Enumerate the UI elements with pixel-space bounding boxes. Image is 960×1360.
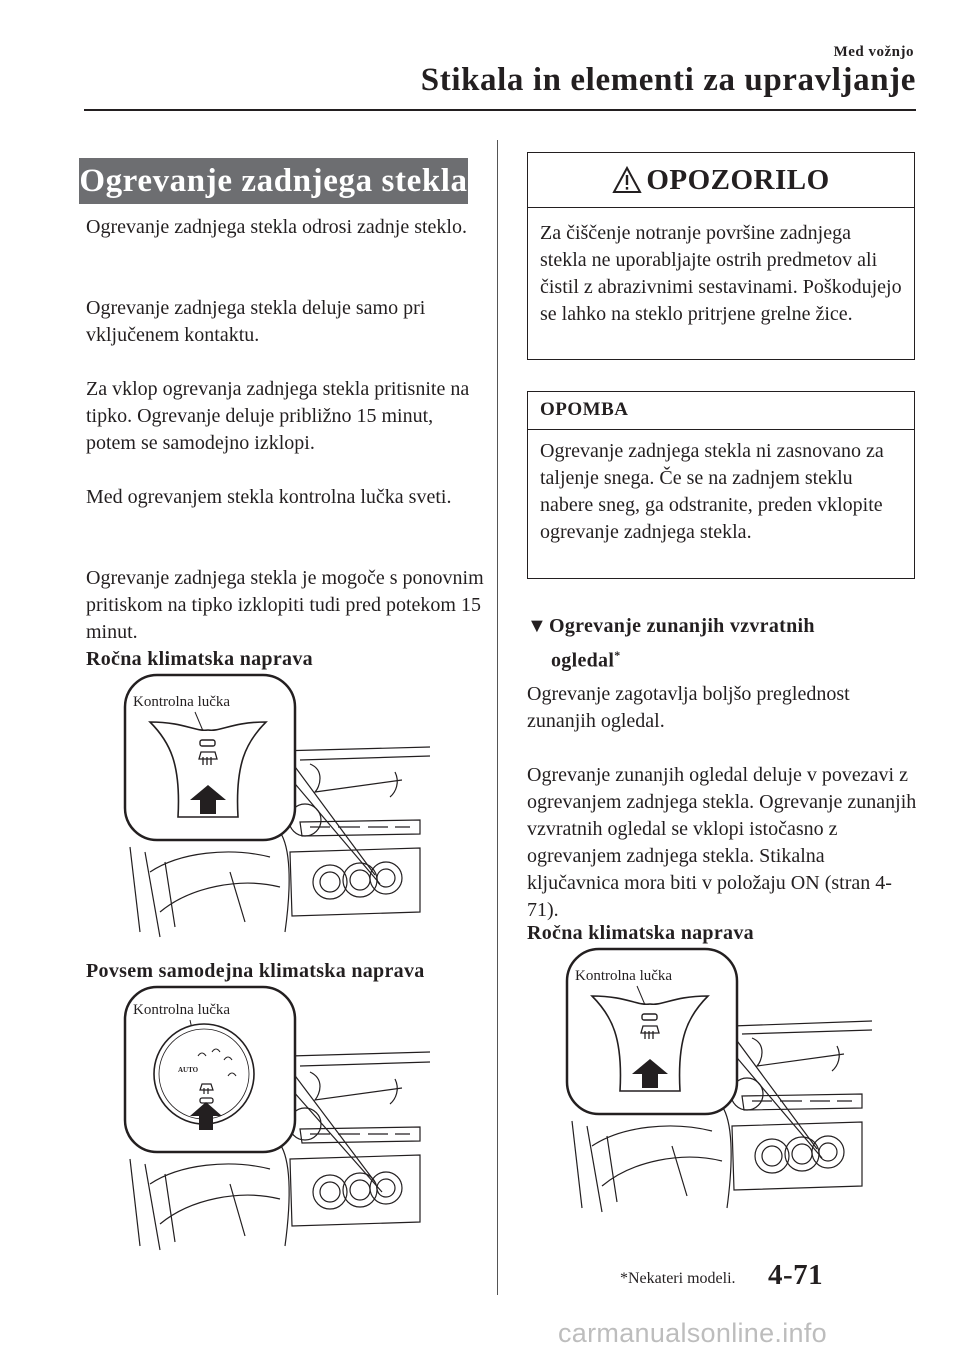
paragraph-ignition: Ogrevanje zadnjega stekla deluje samo pri vključenem kontaktu. xyxy=(86,297,426,346)
warning-text: Za čiščenje notranje površine zadnjega stekla ne uporabljajte ostrih predmetov ali čistil z abrazivnimi sestavinami. Poškodujejo se lahko na steklo pritrjene grelne žice. xyxy=(540,222,902,325)
warning-box xyxy=(527,152,915,360)
figure2-caption: Povsem samodejna klimatska naprava xyxy=(86,960,425,982)
footnote: *Nekateri modeli. xyxy=(620,1270,736,1287)
note-title: OPOMBA xyxy=(528,392,914,430)
indicator-lamp xyxy=(642,1014,657,1020)
chapter-title: Stikala in elementi za upravljanje xyxy=(420,62,916,98)
figure-manual-climate xyxy=(120,672,440,947)
figure3-caption: Ročna klimatska naprava xyxy=(527,922,754,944)
paragraph-indicator: Med ogrevanjem stekla kontrolna lučka sveti. xyxy=(86,486,452,508)
paragraph-intro: Ogrevanje zadnjega stekla odrosi zadnje steklo. xyxy=(86,216,467,238)
leader-line xyxy=(290,760,375,875)
note-text: Ogrevanje zadnjega stekla ni zasnovano za taljenje snega. Če se na zadnjem steklu nabere sneg, ga odstranite, preden vklopite ogrevanje zadnjega stekla. xyxy=(540,440,884,543)
indicator-callout-label: Kontrolna lučka xyxy=(575,968,673,984)
watermark: carmanualsonline.info xyxy=(558,1318,827,1348)
indicator-callout-label: Kontrolna lučka xyxy=(133,694,231,710)
paragraph-switch-off: Ogrevanje zadnjega stekla je mogoče s ponovnim pritiskom na tipko izklopiti tudi pred potekom 15 minut. xyxy=(86,567,484,643)
auto-label: AUTO xyxy=(178,1066,199,1074)
leader-line xyxy=(290,1069,375,1182)
indicator-lamp xyxy=(200,1098,213,1103)
indicator-lamp xyxy=(200,740,215,746)
page-number: 4-71 xyxy=(768,1259,824,1291)
warning-header xyxy=(528,153,914,208)
paragraph-operation: Za vklop ogrevanja zadnjega stekla pritisnite na tipko. Ogrevanje deluje približno 15 minut, potem se samodejno izklopi. xyxy=(86,378,470,454)
leader-line xyxy=(727,1046,822,1158)
note-box xyxy=(527,391,915,579)
section-title: Ogrevanje zadnjega stekla xyxy=(79,158,468,204)
warning-triangle-icon xyxy=(612,166,642,194)
leader-line xyxy=(732,1034,817,1149)
figure1-caption: Ročna klimatska naprava xyxy=(86,648,313,670)
mirror-paragraph-visibility: Ogrevanje zagotavlja boljšo preglednost zunanjih ogledal. xyxy=(527,683,850,732)
mirror-heating-heading: ▼Ogrevanje zunanjih vzvratnih ogledal* xyxy=(527,612,917,676)
figure-mirror-manual-climate xyxy=(562,946,882,1221)
heading-marker: ▼ xyxy=(527,615,548,637)
chapter-subtitle: Med vožnjo xyxy=(833,44,914,60)
mirror-paragraph-operation: Ogrevanje zunanjih ogledal deluje v povezavi z ogrevanjem zadnjega stekla. Ogrevanje zunanjih vzvratnih ogledal se vklopi istočasno z ogrevanjem zadnjega stekla. Stikalna ključavnica mora biti v položaju ON (stran 4-71). xyxy=(527,764,917,921)
indicator-callout-label: Kontrolna lučka xyxy=(133,1002,231,1018)
leader-line xyxy=(285,772,380,884)
column-divider xyxy=(497,140,498,1295)
figure-auto-climate xyxy=(120,984,440,1264)
warning-title: OPOZORILO xyxy=(646,163,830,196)
header-rule xyxy=(84,109,916,111)
